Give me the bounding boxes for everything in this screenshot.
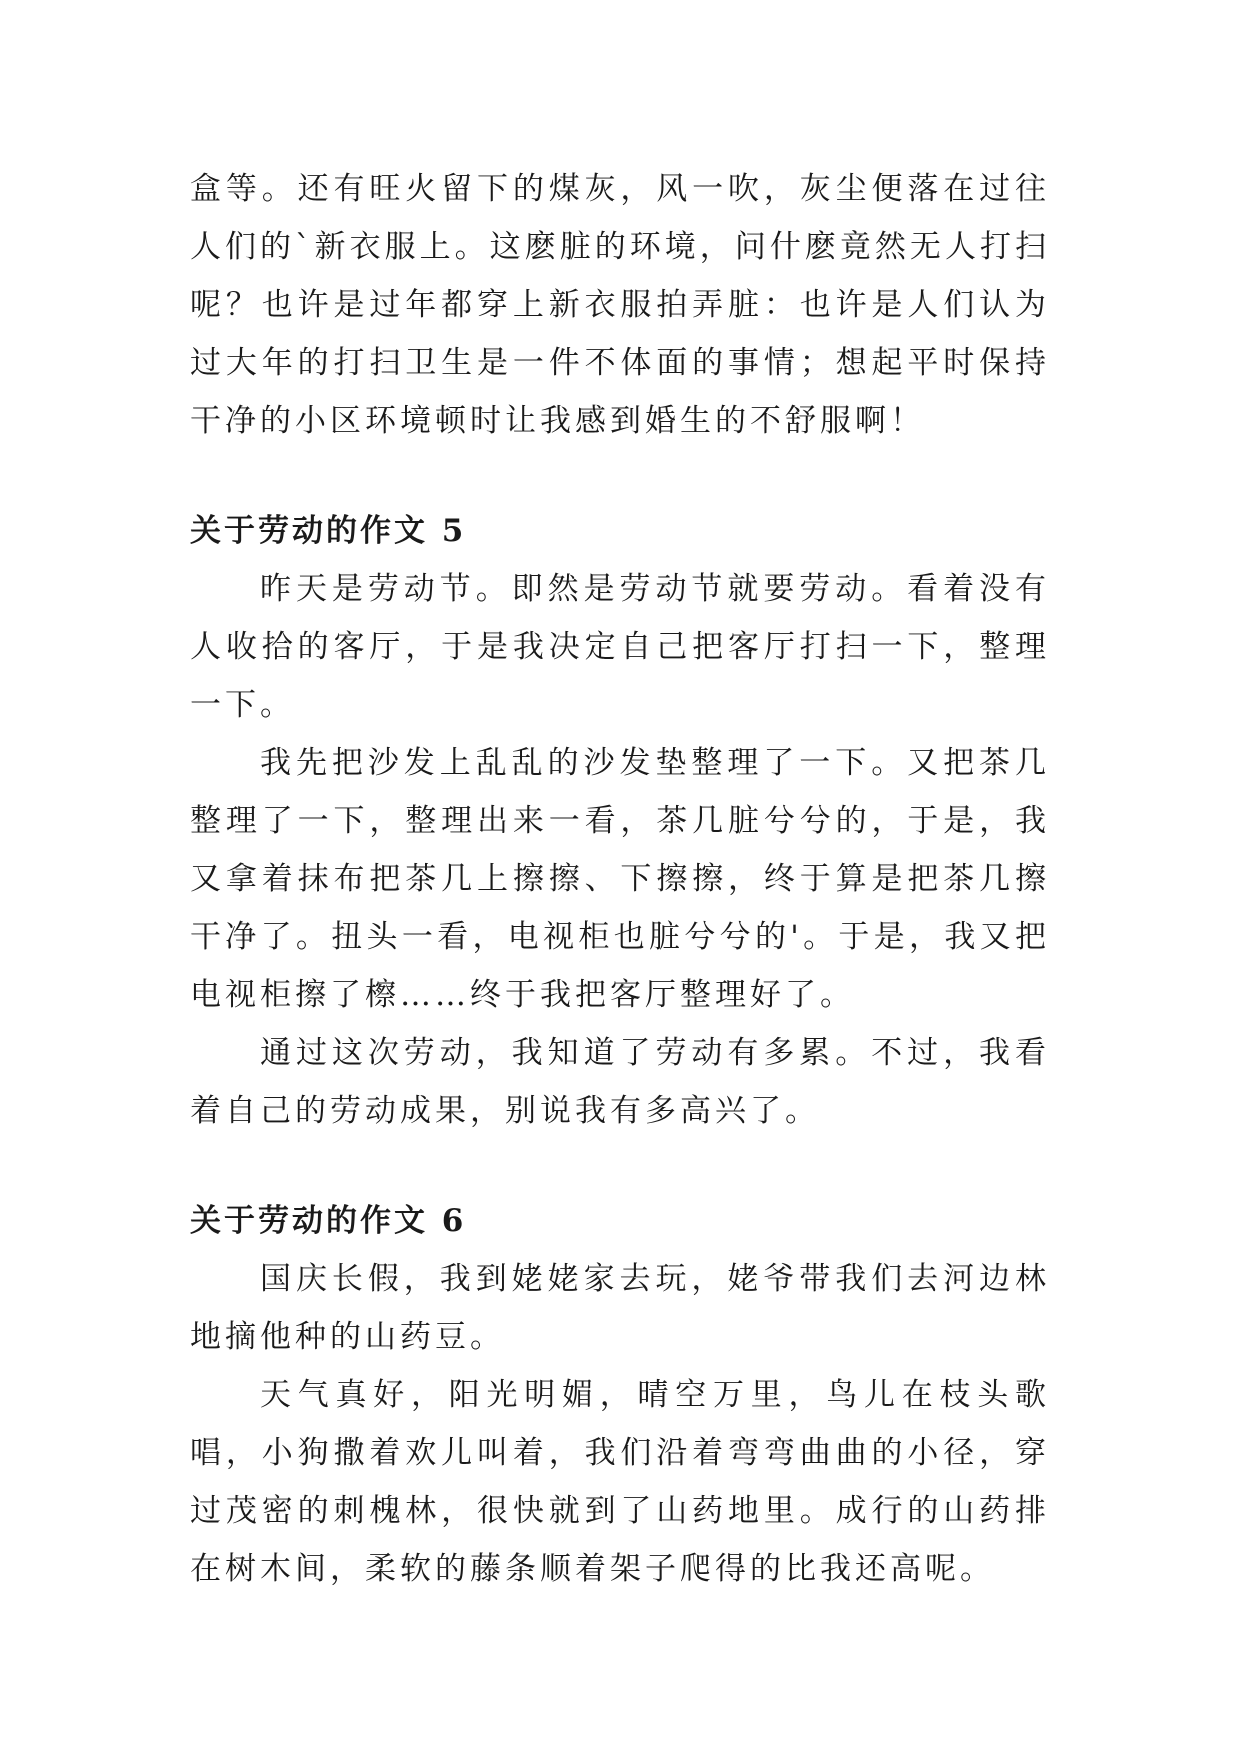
section-heading: 关于劳动的作文 6 bbox=[190, 1203, 467, 1239]
document-page bbox=[190, 160, 1050, 1598]
essay-section-6 bbox=[190, 1192, 1050, 1598]
body-paragraph: 昨天是劳动节。即然是劳动节就要劳动。看着没有人收拾的客厅，于是我决定自己把客厅打扫一下，整理一下。 bbox=[190, 571, 1050, 723]
body-paragraph: 天气真好，阳光明媚，晴空万里，鸟儿在枝头歌唱，小狗撒着欢儿叫着，我们沿着弯弯曲曲的小径，穿过茂密的刺槐林，很快就到了山药地里。成行的山药排在树木间，柔软的藤条顺着架子爬得的比我还高呢。 bbox=[190, 1377, 1050, 1587]
continuation-paragraph: 盒等。还有旺火留下的煤灰，风一吹，灰尘便落在过往人们的`新衣服上。这麽脏的环境，问什麽竟然无人打扫呢？也许是过年都穿上新衣服拍弄脏：也许是人们认为过大年的打扫卫生是一件不体面的事情；想起平时保持干净的小区环境顿时让我感到婚生的不舒服啊！ bbox=[190, 171, 1050, 439]
section-heading: 关于劳动的作文 5 bbox=[190, 513, 467, 549]
body-paragraph: 国庆长假，我到姥姥家去玩，姥爷带我们去河边林地摘他种的山药豆。 bbox=[190, 1261, 1050, 1355]
body-paragraph: 我先把沙发上乱乱的沙发垫整理了一下。又把茶几整理了一下，整理出来一看，茶几脏兮兮的，于是，我又拿着抹布把茶几上擦擦、下擦擦，终于算是把茶几擦干净了。扭头一看，电视柜也脏兮兮的'。于是，我又把电视柜擦了檫……终于我把客厅整理好了。 bbox=[190, 745, 1050, 1013]
body-paragraph: 通过这次劳动，我知道了劳动有多累。不过，我看着自己的劳动成果，别说我有多高兴了。 bbox=[190, 1035, 1050, 1129]
essay-section-5 bbox=[190, 502, 1050, 1140]
